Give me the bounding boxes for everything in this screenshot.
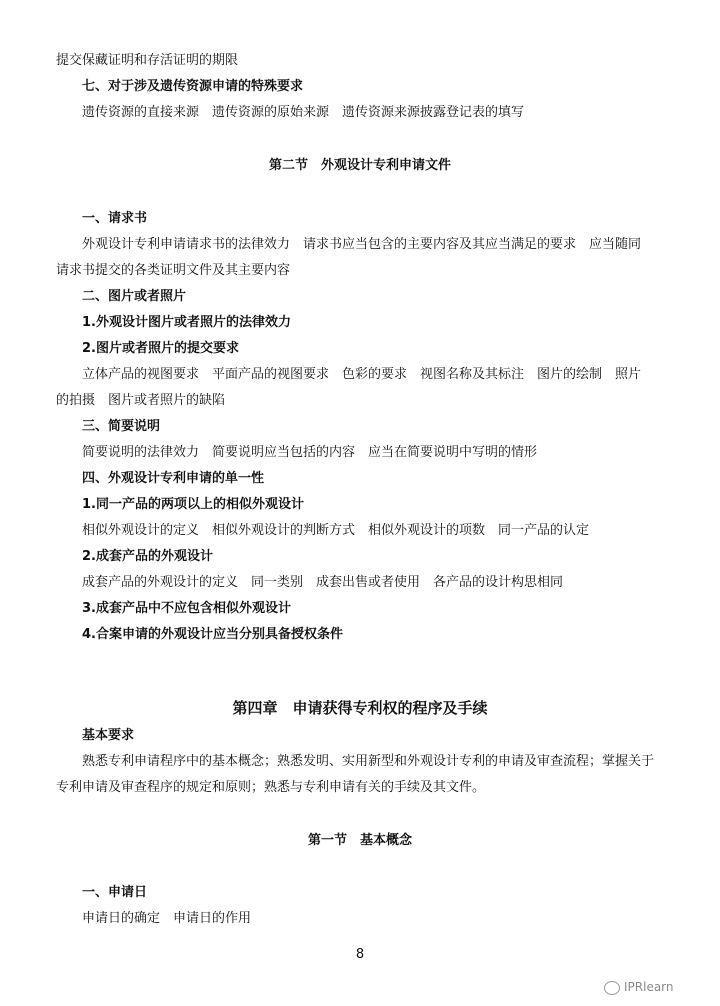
watermark: [604, 980, 714, 1000]
text-line: 专利申请及审查程序的规定和原则；熟悉与专利申请有关的手续及其文件。: [56, 780, 486, 795]
subheading: 4.合案申请的外观设计应当分别具备授权条件: [82, 627, 343, 642]
page-number: 8: [355, 947, 365, 962]
text-line: 成套产品的外观设计的定义 同一类别 成套出售或者使用 各产品的设计构思相同: [82, 575, 564, 590]
text-line: 相似外观设计的定义 相似外观设计的判断方式 相似外观设计的项数 同一产品的认定: [82, 523, 590, 538]
text-line: 遗传资源的直接来源 遗传资源的原始来源 遗传资源来源披露登记表的填写: [82, 105, 525, 120]
text-line: 熟悉专利申请程序中的基本概念；熟悉发明、实用新型和外观设计专利的申请及审查流程；掌握关于: [82, 754, 655, 769]
text-line: 请求书提交的各类证明文件及其主要内容: [56, 263, 291, 278]
text-line: 申请日的确定 申请日的作用: [82, 911, 252, 926]
subheading: 2.成套产品的外观设计: [82, 549, 213, 564]
subheading: 2.图片或者照片的提交要求: [82, 341, 239, 356]
heading-filing-date: 一、申请日: [82, 885, 148, 900]
subheading: 1.同一产品的两项以上的相似外观设计: [82, 497, 304, 512]
heading-unity: 四、外观设计专利申请的单一性: [82, 471, 265, 486]
heading-request: 一、请求书: [82, 211, 148, 226]
text-line: 外观设计专利申请请求书的法律效力 请求书应当包含的主要内容及其应当满足的要求 应当随同: [82, 237, 642, 252]
chapter-title: 第四章 申请获得专利权的程序及手续: [232, 699, 488, 717]
text-line: 的拍摄 图片或者照片的缺陷: [56, 393, 226, 408]
heading-brief-description: 三、简要说明: [82, 419, 161, 434]
heading-genetic-resources: 七、对于涉及遗传资源申请的特殊要求: [82, 79, 304, 94]
heading-basic-requirements: 基本要求: [82, 728, 135, 743]
wechat-icon: [604, 981, 620, 995]
section-title: 第二节 外观设计专利申请文件: [268, 158, 451, 173]
heading-pictures: 二、图片或者照片: [82, 289, 187, 304]
watermark-text: IPRlearn: [624, 980, 674, 994]
text-line: 立体产品的视图要求 平面产品的视图要求 色彩的要求 视图名称及其标注 图片的绘制 照片: [82, 367, 642, 382]
section-title: 第一节 基本概念: [307, 833, 412, 848]
subheading: 3.成套产品中不应包含相似外观设计: [82, 601, 291, 616]
text-line: 提交保藏证明和存活证明的期限: [56, 53, 239, 68]
text-line: 简要说明的法律效力 简要说明应当包括的内容 应当在简要说明中写明的情形: [82, 445, 538, 460]
subheading: 1.外观设计图片或者照片的法律效力: [82, 315, 291, 330]
